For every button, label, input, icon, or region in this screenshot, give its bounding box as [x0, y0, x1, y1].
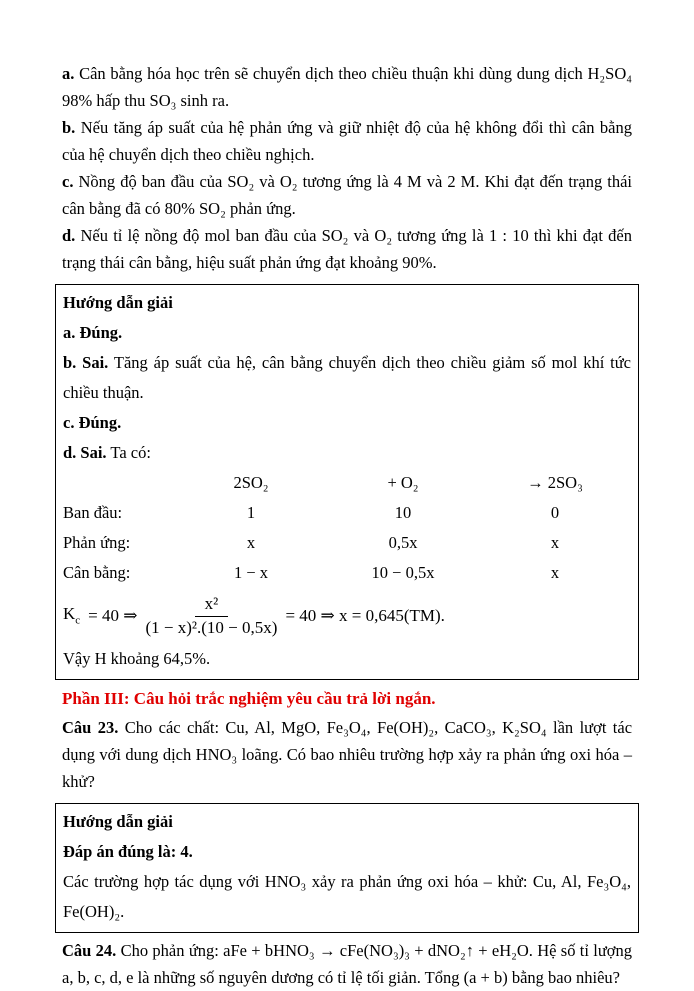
question-23-label: Câu 23.	[62, 718, 119, 737]
table-row-equilibrium-c3: x	[550, 563, 560, 582]
solution-line-b-text: Tăng áp suất của hệ, cân bằng chuyển dịch theo chiều giảm số mol khí tức chiều thuận.	[63, 353, 631, 402]
kc-eq-left: = 40 ⇒	[88, 605, 138, 625]
solution-line-b	[63, 348, 631, 408]
statement-d	[55, 222, 639, 276]
solution-conclusion: Vậy H khoảng 64,5%.	[63, 649, 211, 668]
fraction	[146, 594, 278, 638]
fraction-numerator: x²	[195, 594, 229, 616]
question-24-label: Câu 24.	[62, 941, 117, 960]
question-24	[55, 937, 639, 991]
statement-d-text: Nếu tỉ lệ nồng độ mol ban đầu của SO₂ và O₂ tương ứng là 1 : 10 thì khi đạt đến trạng thái cân bằng, hiệu suất phản ứng đạt khoảng 90%.	[62, 226, 632, 272]
statement-c-label: c.	[62, 172, 74, 191]
solution2-body: Các trường hợp tác dụng với HNO₃ xảy ra phản ứng oxi hóa – khử: Cu, Al, Fe₃O₄, Fe(OH)₂.	[63, 872, 631, 921]
kc-eq-right: = 40 ⇒ x = 0,645(TM).	[285, 605, 445, 625]
table-row-equilibrium-label: Cân bằng:	[63, 563, 131, 582]
table-row-initial-c2: 10	[394, 503, 412, 522]
table-header-so2: 2SO₂	[233, 473, 269, 492]
solution-line-d	[63, 438, 631, 468]
question-23	[55, 714, 639, 795]
statement-b	[55, 114, 639, 168]
table-row-equilibrium-c2: 10 − 0,5x	[371, 563, 435, 582]
solution-box-1	[55, 284, 639, 680]
statement-b-label: b.	[62, 118, 76, 137]
table-row-initial-c1: 1	[246, 503, 256, 522]
kc-equation	[63, 589, 631, 643]
solution-box-2	[55, 803, 639, 933]
section-header-part3: Phần III: Câu hỏi trắc nghiệm yêu cầu trả lời ngắn.	[62, 689, 436, 708]
table-row-equilibrium-c1: 1 − x	[233, 563, 269, 582]
solution-title: Hướng dẫn giải	[63, 293, 173, 312]
solution-line-c: c. Đúng.	[63, 413, 122, 432]
kc-symbol: $K_c$	[63, 604, 81, 627]
statement-a-label: a.	[62, 64, 75, 83]
table-row-reacted-c1: x	[246, 533, 256, 552]
table-header-empty	[63, 468, 175, 498]
solution-line-d-text: Ta có:	[110, 443, 151, 462]
table-header-so3: → 2SO₃	[527, 473, 583, 492]
solution-line-d-label: d. Sai.	[63, 443, 107, 462]
statement-d-label: d.	[62, 226, 76, 245]
table-header-o2: + O₂	[387, 473, 419, 492]
kc-subscript: c	[75, 614, 81, 627]
question-24-text: Cho phản ứng: aFe + bHNO₃ → cFe(NO₃)₃ + dNO₂↑ + eH₂O. Hệ số tỉ lượng a, b, c, d, e là những số nguyên dương có tỉ lệ tối giản. Tổng (a + b) bằng bao nhiêu?	[62, 941, 633, 987]
solution2-answer: Đáp án đúng là: 4.	[63, 842, 193, 861]
table-row-reacted-c3: x	[550, 533, 560, 552]
table-row-initial-c3: 0	[550, 503, 560, 522]
table-row-reacted-c2: 0,5x	[388, 533, 418, 552]
fraction-denominator: (1 − x)².(10 − 0,5x)	[145, 617, 278, 637]
statement-a-text: Cân bằng hóa học trên sẽ chuyển dịch theo chiều thuận khi dùng dung dịch H₂SO₄ 98% hấp thu SO₃ sinh ra.	[62, 64, 633, 110]
question-23-text: Cho các chất: Cu, Al, MgO, Fe₃O₄, Fe(OH)₂, CaCO₃, K₂SO₄ lần lượt tác dụng với dung dịch HNO₃ loãng. Có bao nhiêu trường hợp xảy ra phản ứng oxi hóa – khử?	[62, 718, 633, 791]
table-row-initial-label: Ban đầu:	[63, 503, 123, 522]
solution2-title: Hướng dẫn giải	[63, 812, 173, 831]
statement-a	[55, 60, 639, 114]
solution-line-a: a. Đúng.	[63, 323, 123, 342]
statement-c	[55, 168, 639, 222]
statement-b-text: Nếu tăng áp suất của hệ phản ứng và giữ nhiệt độ của hệ không đổi thì cân bằng của hệ chuyển dịch theo chiều nghịch.	[62, 118, 632, 164]
table-row-reacted-label: Phản ứng:	[63, 533, 131, 552]
statement-c-text: Nồng độ ban đầu của SO₂ và O₂ tương ứng là 4 M và 2 M. Khi đạt đến trạng thái cân bằng đã có 80% SO₂ phản ứng.	[62, 172, 632, 218]
reaction-table	[63, 468, 631, 588]
solution-line-b-label: b. Sai.	[63, 353, 109, 372]
